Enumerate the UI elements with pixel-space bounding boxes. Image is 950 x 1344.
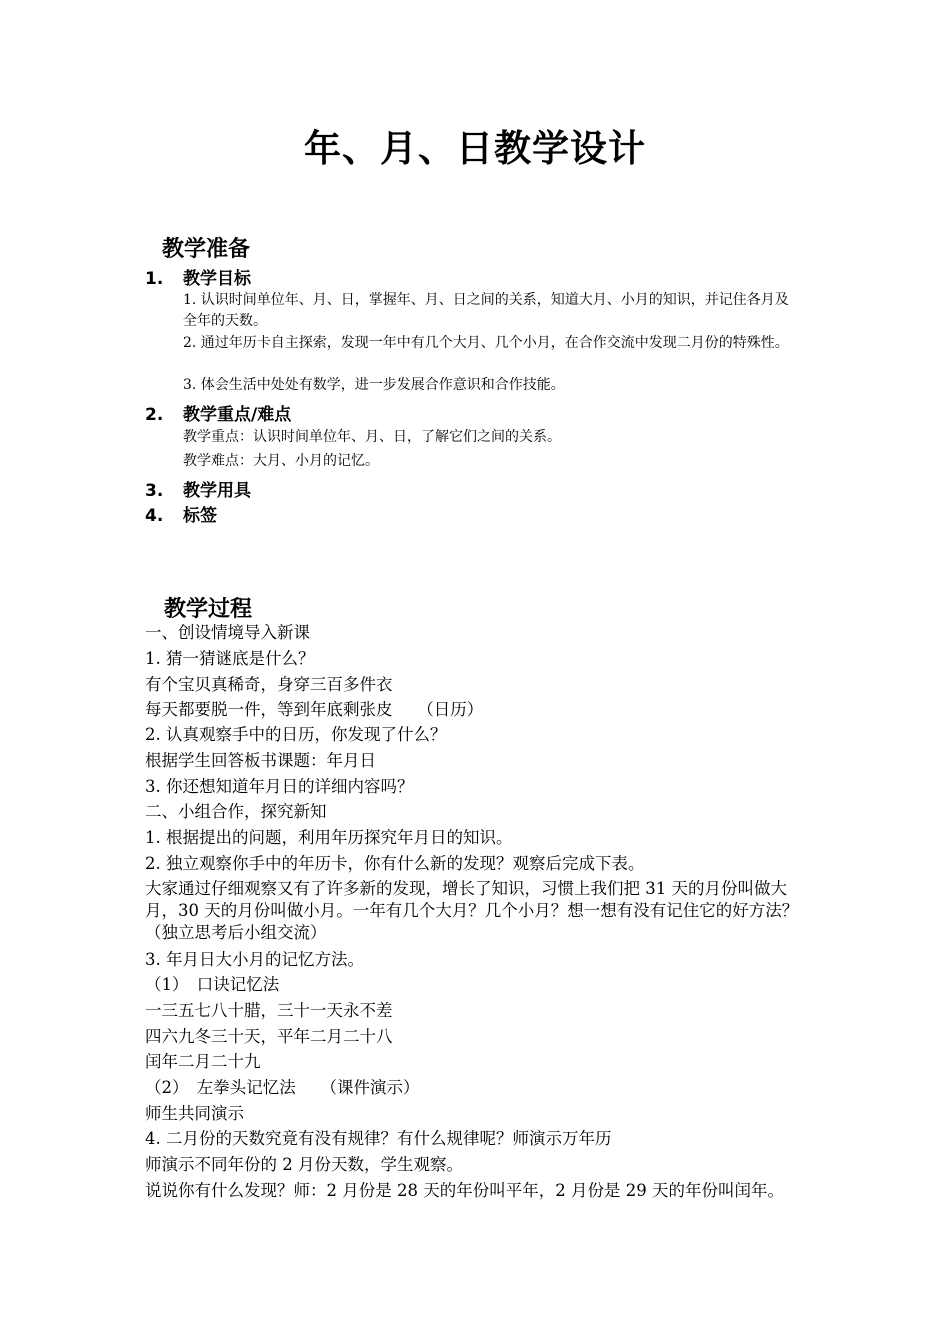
- subheading-focus: [145, 400, 291, 425]
- subheading-label: 教学重点/难点: [183, 405, 292, 425]
- process-line: 有个宝贝真稀奇，身穿三百多件衣: [145, 675, 393, 694]
- process-line: 3. 你还想知道年月日的详细内容吗？: [145, 777, 414, 796]
- section-heading-prep: 教学准备: [162, 237, 251, 262]
- process-line: 4. 二月份的天数究竟有没有规律？有什么规律呢？师演示万年历: [145, 1129, 612, 1148]
- process-line: （1） 口诀记忆法: [145, 975, 280, 994]
- subheading-number: 3.: [145, 481, 164, 501]
- process-line: （2） 左拳头记忆法 （课件演示）: [145, 1078, 420, 1097]
- goal-item-3: 3. 体会生活中处处有数学，进一步发展合作意识和合作技能。: [183, 377, 565, 393]
- focus-key: 教学重点：认识时间单位年、月、日，了解它们之间的关系。: [183, 429, 561, 445]
- subheading-goals: [145, 264, 251, 289]
- goal-item-1: 1. 认识时间单位年、月、日，掌握年、月、日之间的关系，知道大月、小月的知识，并记住各月及全年的天数。: [183, 292, 789, 329]
- process-paragraph: 大家通过仔细观察又有了许多新的发现，增长了知识，习惯上我们把 31 天的月份叫做大月，30 天的月份叫做小月。一年有几个大月？几个小月？想一想有没有记住它的好方法？（独立思考后小组交流）: [145, 879, 799, 942]
- process-line: 师生共同演示: [145, 1104, 244, 1123]
- process-line: 3. 年月日大小月的记忆方法。: [145, 950, 364, 969]
- process-paragraph: 说说你有什么发现？师：2 月份是 28 天的年份叫平年，2 月份是 29 天的年份叫闰年。: [145, 1181, 784, 1200]
- process-line: 2. 独立观察你手中的年历卡，你有什么新的发现？观察后完成下表。: [145, 854, 645, 873]
- process-line: 四六九冬三十天，平年二月二十八: [145, 1027, 393, 1046]
- process-line: 二、小组合作，探究新知: [145, 802, 327, 821]
- subheading-number: 2.: [145, 405, 164, 425]
- process-line: 闰年二月二十九: [145, 1052, 261, 1071]
- process-line: 根据学生回答板书课题：年月日: [145, 751, 376, 770]
- process-line: 2. 认真观察手中的日历，你发现了什么？: [145, 725, 447, 744]
- subheading-tags: [145, 501, 217, 526]
- subheading-label: 标签: [183, 506, 217, 526]
- focus-difficult: 教学难点：大月、小月的记忆。: [183, 453, 379, 469]
- page-title: 年、月、日教学设计: [304, 127, 646, 170]
- subheading-label: 教学用具: [183, 481, 251, 501]
- process-line: 1. 根据提出的问题，利用年历探究年月日的知识。: [145, 828, 513, 847]
- goal-item-2: 2. 通过年历卡自主探索，发现一年中有几个大月、几个小月，在合作交流中发现二月份的特殊性。: [183, 335, 789, 351]
- subheading-tools: [145, 476, 251, 501]
- subheading-number: 1.: [145, 269, 164, 289]
- process-line: 一三五七八十腊，三十一天永不差: [145, 1001, 393, 1020]
- subheading-number: 4.: [145, 506, 164, 526]
- process-line: 1. 猜一猜谜底是什么？: [145, 649, 315, 668]
- process-line: 一、创设情境导入新课: [145, 623, 310, 642]
- process-line: 师演示不同年份的 2 月份天数，学生观察。: [145, 1155, 463, 1174]
- section-heading-process: 教学过程: [164, 597, 253, 622]
- subheading-label: 教学目标: [183, 269, 251, 289]
- process-line: 每天都要脱一件，等到年底剩张皮 （日历）: [145, 700, 484, 719]
